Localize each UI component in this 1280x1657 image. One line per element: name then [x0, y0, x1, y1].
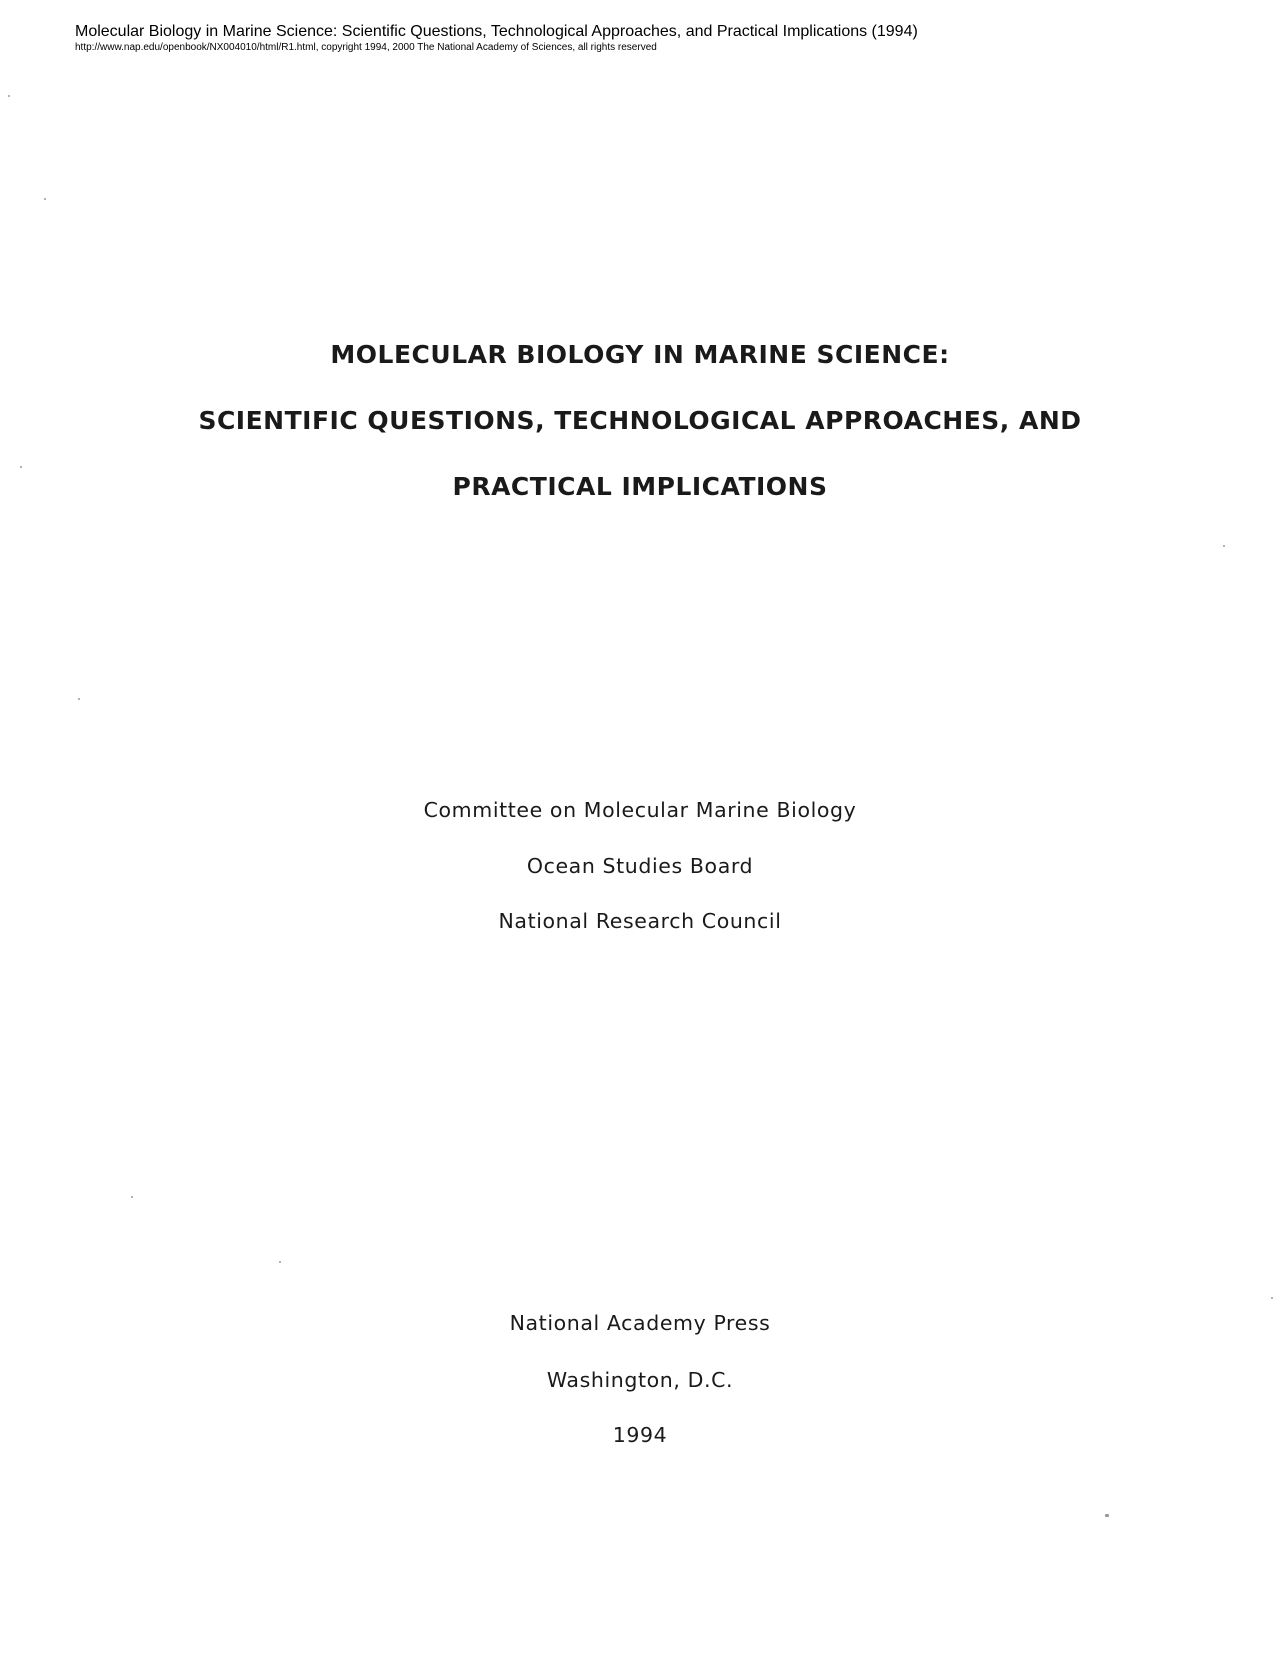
publisher-name: National Academy Press	[509, 1311, 771, 1335]
council-name: National Research Council	[498, 909, 782, 933]
publication-place: Washington, D.C.	[546, 1368, 734, 1392]
board-name: Ocean Studies Board	[526, 854, 754, 878]
header-url: http://www.nap.edu/openbook/NX004010/html/R1.html, copyright 1994, 2000 The National Academy of Sciences, all rights reserved	[75, 42, 657, 53]
scan-speck	[1223, 545, 1225, 547]
scan-speck	[78, 698, 80, 700]
scan-speck	[1271, 1297, 1273, 1299]
scan-speck	[20, 466, 22, 468]
scan-speck	[131, 1196, 133, 1198]
scan-speck	[279, 1261, 281, 1263]
header-title: Molecular Biology in Marine Science: Scientific Questions, Technological Approaches, and Practical Implications (1994)	[75, 23, 918, 40]
scan-speck	[1105, 1514, 1109, 1517]
title-line-3: PRACTICAL IMPLICATIONS	[452, 472, 828, 501]
scan-speck	[44, 198, 46, 200]
scan-speck	[8, 95, 10, 97]
title-line-1: MOLECULAR BIOLOGY IN MARINE SCIENCE:	[330, 340, 950, 369]
title-line-2: SCIENTIFIC QUESTIONS, TECHNOLOGICAL APPROACHES, AND	[198, 406, 1082, 435]
committee-name: Committee on Molecular Marine Biology	[423, 798, 857, 822]
document-title	[0, 340, 1280, 538]
page-header	[75, 22, 1225, 54]
publication-year: 1994	[612, 1423, 668, 1447]
